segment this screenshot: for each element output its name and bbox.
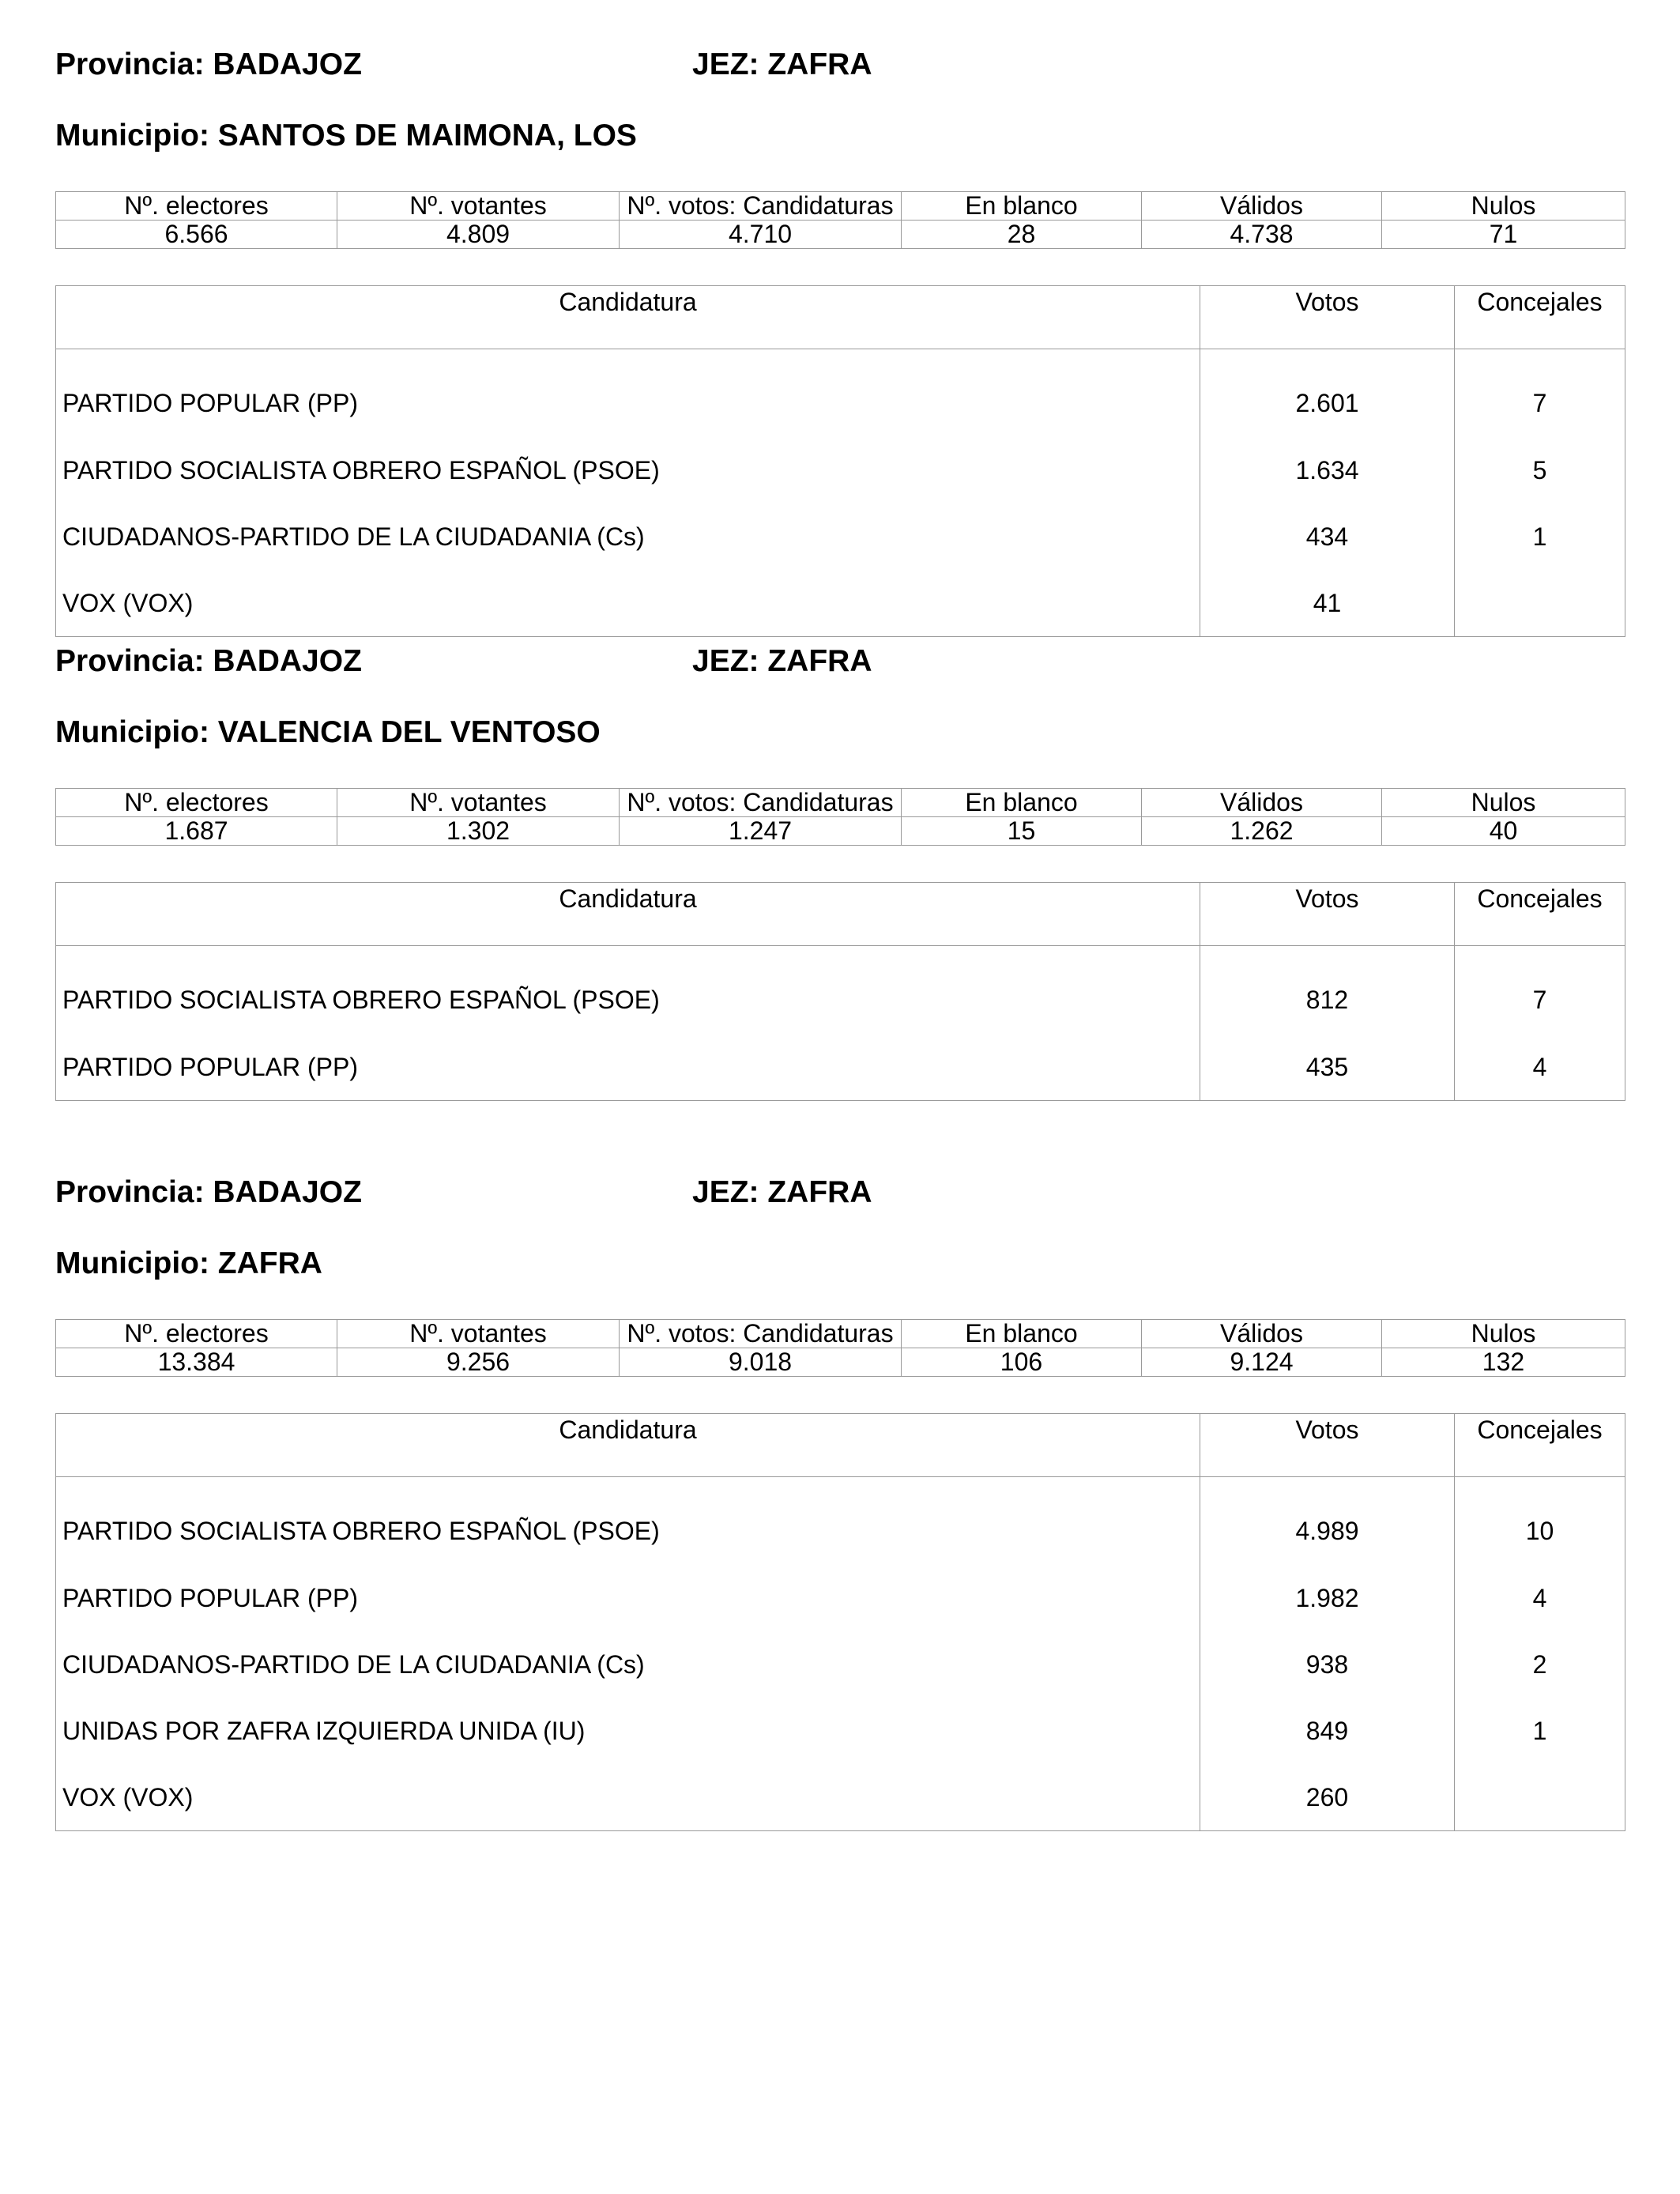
- summary-value-cell: 1.247: [620, 817, 902, 846]
- candidate-concejales: 7: [1532, 985, 1547, 1014]
- votos-header: Votos: [1200, 286, 1455, 349]
- summary-value-cell: 4.809: [337, 221, 620, 249]
- candidate-concejales: 5: [1532, 455, 1547, 484]
- candidate-row: [56, 1034, 1625, 1101]
- provincia-label: Provincia: BADAJOZ: [55, 1175, 362, 1209]
- municipio-title: Municipio: VALENCIA DEL VENTOSO: [55, 715, 601, 749]
- candidate-concejales: 10: [1525, 1516, 1554, 1545]
- candidate-votos: 435: [1200, 1034, 1455, 1101]
- candidate-votos: 41: [1200, 570, 1455, 637]
- candidate-votos: 1.982: [1200, 1565, 1455, 1631]
- summary-header-cell: Válidos: [1142, 192, 1382, 221]
- summary-header-cell: Válidos: [1142, 1320, 1382, 1348]
- candidate-votos: 2.601: [1200, 349, 1455, 438]
- candidates-header-row: [56, 1414, 1625, 1477]
- section-header: [55, 644, 1625, 692]
- summary-value-cell: 13.384: [56, 1348, 337, 1377]
- candidate-concejales: 7: [1532, 388, 1547, 417]
- candidate-row: [56, 946, 1625, 1035]
- candidate-concejales: 4: [1532, 1583, 1547, 1612]
- summary-value-cell: 9.256: [337, 1348, 620, 1377]
- summary-header-cell: Nº. electores: [56, 789, 337, 817]
- municipio-section: [55, 47, 1625, 637]
- candidatura-header: Candidatura: [56, 1414, 1200, 1477]
- summary-header-cell: Nº. votantes: [337, 789, 620, 817]
- candidate-row: [56, 503, 1625, 570]
- candidate-name: PARTIDO SOCIALISTA OBRERO ESPAÑOL (PSOE): [56, 946, 1200, 1035]
- candidate-votos: 938: [1200, 1631, 1455, 1698]
- summary-header-row: [56, 192, 1625, 221]
- candidate-row: [56, 1477, 1625, 1566]
- candidatura-header: Candidatura: [56, 883, 1200, 946]
- jez-label: JEZ: ZAFRA: [692, 1175, 872, 1209]
- provincia-label: Provincia: BADAJOZ: [55, 644, 362, 678]
- summary-table: [55, 788, 1625, 846]
- candidates-table: [55, 1413, 1625, 1831]
- summary-value-cell: 15: [902, 817, 1142, 846]
- summary-values-row: [56, 221, 1625, 249]
- municipio-section: [55, 1175, 1625, 1831]
- candidate-name: PARTIDO POPULAR (PP): [56, 1034, 1200, 1101]
- candidate-concejales: 1: [1532, 1716, 1547, 1745]
- candidates-header-row: [56, 883, 1625, 946]
- candidate-concejales: 4: [1532, 1052, 1547, 1081]
- summary-table: [55, 191, 1625, 249]
- summary-header-cell: Nº. electores: [56, 192, 337, 221]
- candidate-concejales: [1455, 1764, 1625, 1831]
- candidate-row: [56, 437, 1625, 503]
- concejales-header: Concejales: [1455, 883, 1625, 946]
- votos-header: Votos: [1200, 1414, 1455, 1477]
- summary-value-cell: 132: [1382, 1348, 1625, 1377]
- provincia-label: Provincia: BADAJOZ: [55, 47, 362, 81]
- candidate-row: [56, 1698, 1625, 1764]
- candidate-name: PARTIDO POPULAR (PP): [56, 1565, 1200, 1631]
- summary-value-cell: 106: [902, 1348, 1142, 1377]
- candidate-name: VOX (VOX): [56, 1764, 1200, 1831]
- concejales-header: Concejales: [1455, 1414, 1625, 1477]
- candidate-votos: 812: [1200, 946, 1455, 1035]
- summary-values-row: [56, 1348, 1625, 1377]
- summary-header-cell: En blanco: [902, 789, 1142, 817]
- summary-values-row: [56, 817, 1625, 846]
- section-header: [55, 47, 1625, 95]
- municipio-title: Municipio: ZAFRA: [55, 1246, 322, 1280]
- summary-value-cell: 1.302: [337, 817, 620, 846]
- summary-header-row: [56, 1320, 1625, 1348]
- summary-header-cell: En blanco: [902, 1320, 1142, 1348]
- candidate-concejales: 1: [1532, 522, 1547, 551]
- candidate-name: PARTIDO POPULAR (PP): [56, 349, 1200, 438]
- summary-table: [55, 1319, 1625, 1377]
- candidate-row: [56, 570, 1625, 637]
- candidate-row: [56, 1764, 1625, 1831]
- candidate-concejales: 2: [1532, 1649, 1547, 1679]
- summary-header-cell: Nº. votantes: [337, 1320, 620, 1348]
- candidate-concejales: [1455, 570, 1625, 637]
- summary-value-cell: 6.566: [56, 221, 337, 249]
- votos-header: Votos: [1200, 883, 1455, 946]
- candidates-table: [55, 882, 1625, 1101]
- municipio-title: Municipio: SANTOS DE MAIMONA, LOS: [55, 119, 637, 153]
- candidate-row: [56, 1565, 1625, 1631]
- candidate-row: [56, 1631, 1625, 1698]
- candidate-name: UNIDAS POR ZAFRA IZQUIERDA UNIDA (IU): [56, 1698, 1200, 1764]
- summary-value-cell: 28: [902, 221, 1142, 249]
- summary-header-cell: Nº. votos: Candidaturas: [620, 789, 902, 817]
- candidatura-header: Candidatura: [56, 286, 1200, 349]
- candidate-votos: 260: [1200, 1764, 1455, 1831]
- summary-header-cell: Nulos: [1382, 789, 1625, 817]
- section-header: [55, 1175, 1625, 1223]
- municipio-section: [55, 644, 1625, 1101]
- candidate-name: PARTIDO SOCIALISTA OBRERO ESPAÑOL (PSOE): [56, 1477, 1200, 1566]
- candidate-votos: 1.634: [1200, 437, 1455, 503]
- summary-header-cell: Nº. electores: [56, 1320, 337, 1348]
- jez-label: JEZ: ZAFRA: [692, 47, 872, 81]
- candidates-header-row: [56, 286, 1625, 349]
- summary-value-cell: 1.262: [1142, 817, 1382, 846]
- jez-label: JEZ: ZAFRA: [692, 644, 872, 678]
- candidate-name: PARTIDO SOCIALISTA OBRERO ESPAÑOL (PSOE): [56, 437, 1200, 503]
- candidate-votos: 434: [1200, 503, 1455, 570]
- summary-header-cell: En blanco: [902, 192, 1142, 221]
- concejales-header: Concejales: [1455, 286, 1625, 349]
- summary-header-row: [56, 789, 1625, 817]
- candidates-table: [55, 285, 1625, 637]
- summary-header-cell: Nulos: [1382, 192, 1625, 221]
- candidate-votos: 4.989: [1200, 1477, 1455, 1566]
- summary-value-cell: 40: [1382, 817, 1625, 846]
- summary-value-cell: 71: [1382, 221, 1625, 249]
- candidate-votos: 849: [1200, 1698, 1455, 1764]
- candidate-row: [56, 349, 1625, 438]
- summary-value-cell: 9.018: [620, 1348, 902, 1377]
- summary-value-cell: 4.710: [620, 221, 902, 249]
- summary-value-cell: 1.687: [56, 817, 337, 846]
- summary-header-cell: Nº. votantes: [337, 192, 620, 221]
- summary-value-cell: 4.738: [1142, 221, 1382, 249]
- summary-header-cell: Nulos: [1382, 1320, 1625, 1348]
- candidate-name: CIUDADANOS-PARTIDO DE LA CIUDADANIA (Cs): [56, 503, 1200, 570]
- summary-value-cell: 9.124: [1142, 1348, 1382, 1377]
- candidate-name: CIUDADANOS-PARTIDO DE LA CIUDADANIA (Cs): [56, 1631, 1200, 1698]
- candidate-name: VOX (VOX): [56, 570, 1200, 637]
- summary-header-cell: Válidos: [1142, 789, 1382, 817]
- summary-header-cell: Nº. votos: Candidaturas: [620, 192, 902, 221]
- summary-header-cell: Nº. votos: Candidaturas: [620, 1320, 902, 1348]
